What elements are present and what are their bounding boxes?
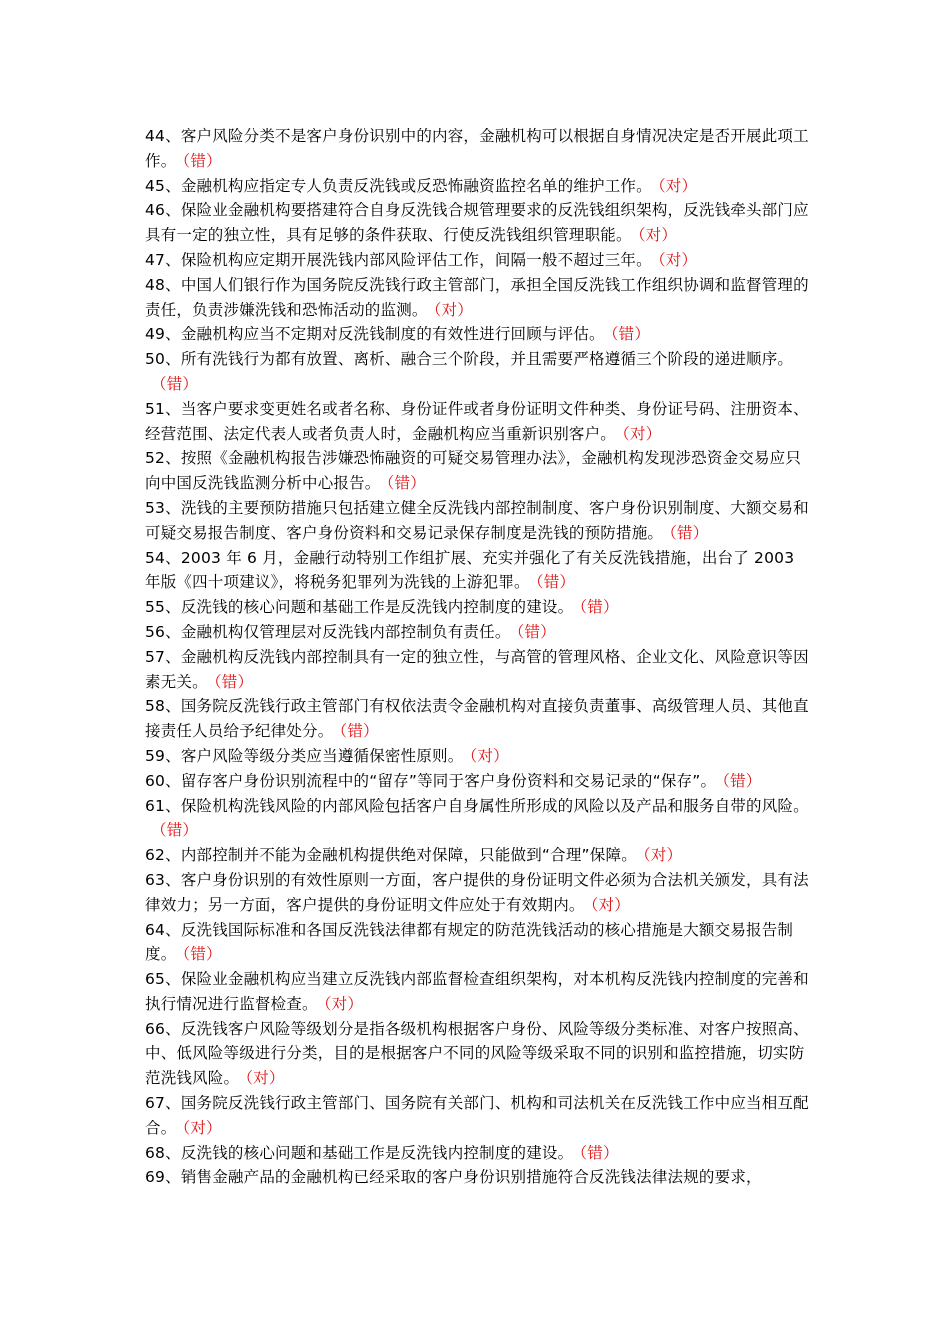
question-list xyxy=(145,124,810,1190)
question-separator: 、 xyxy=(165,920,181,939)
question-number: 61 xyxy=(145,796,166,815)
answer-mark: （对） xyxy=(323,994,364,1013)
question-separator: 、 xyxy=(165,498,181,517)
question-text: 洗钱的主要预防措施只包括建立健全反洗钱内部控制制度、客户身份识别制度、大额交易和可疑交易报告制度、客户身份资料和交易记录保存制度是洗钱的预防措施。 xyxy=(145,498,809,542)
question-number: 51 xyxy=(145,399,166,418)
question-number: 48 xyxy=(145,275,166,294)
question-text: 反洗钱国际标准和各国反洗钱法律都有规定的防范洗钱活动的核心措施是大额交易报告制度。 xyxy=(145,920,794,964)
question-item xyxy=(145,446,810,496)
question-item xyxy=(145,273,810,323)
question-separator: 、 xyxy=(165,1168,181,1187)
question-number: 57 xyxy=(145,647,166,666)
question-number: 67 xyxy=(145,1094,166,1113)
answer-mark: （对） xyxy=(433,300,473,319)
answer-mark: （对） xyxy=(245,1069,285,1088)
question-separator: 、 xyxy=(165,846,181,865)
question-number: 47 xyxy=(145,250,166,269)
answer-mark: （对） xyxy=(657,250,698,269)
question-text: 反洗钱客户风险等级划分是指各级机构根据客户身份、风险等级分类标准、对客户按照高、中、低风险等级进行分类，目的是根据客户不同的风险等级采取不同的识别和监控措施，切实防范洗钱风险。 xyxy=(145,1019,809,1088)
answer-mark: （错） xyxy=(151,374,199,393)
question-text: 金融机构应当不定期对反洗钱制度的有效性进行回顾与评估。 xyxy=(180,325,605,344)
question-text: 客户风险分类不是客户身份识别中的内容，金融机构可以根据自身情况决定是否开展此项工作。 xyxy=(145,127,809,170)
answer-mark: （错） xyxy=(610,325,651,344)
question-separator: 、 xyxy=(165,622,181,641)
answer-mark: （错） xyxy=(339,722,379,741)
answer-mark: （对） xyxy=(590,895,630,914)
question-item xyxy=(145,645,810,695)
question-item xyxy=(145,1165,810,1190)
answer-mark: （错） xyxy=(722,771,762,790)
question-item xyxy=(145,843,810,868)
question-text: 金融机构仅管理层对反洗钱内部控制负有责任。 xyxy=(180,622,511,641)
question-item xyxy=(145,347,810,397)
question-separator: 、 xyxy=(165,598,181,617)
question-item xyxy=(145,620,810,645)
question-text: 当客户要求变更姓名或者名称、身份证件或者身份证明文件种类、身份证号码、注册资本、经营范围、法定代表人或者负责人时，金融机构应当重新识别客户。 xyxy=(145,399,809,443)
question-text: 中国人们银行作为国务院反洗钱行政主管部门，承担全国反洗钱工作组织协调和监督管理的责任，负责涉嫌洗钱和恐怖活动的监测。 xyxy=(145,275,809,319)
answer-mark: （错） xyxy=(516,622,556,641)
question-separator: 、 xyxy=(165,647,181,666)
question-text: 销售金融产品的金融机构已经采取的客户身份识别措施符合反洗钱法律法规的要求， xyxy=(180,1168,762,1187)
question-item xyxy=(145,1141,810,1166)
question-item xyxy=(145,496,810,546)
question-number: 53 xyxy=(145,498,166,517)
question-item xyxy=(145,248,810,273)
question-item xyxy=(145,769,810,794)
question-separator: 、 xyxy=(165,796,181,815)
answer-mark: （对） xyxy=(657,176,698,195)
answer-mark: （错） xyxy=(669,523,709,542)
question-text: 留存客户身份识别流程中的“留存”等同于客户身份资料和交易记录的“保存”。 xyxy=(180,771,717,790)
question-separator: 、 xyxy=(165,275,181,294)
question-separator: 、 xyxy=(165,399,181,418)
question-item xyxy=(145,794,810,844)
question-text: 客户身份识别的有效性原则一方面，客户提供的身份证明文件必须为合法机关颁发，具有法律效力；另一方面，客户提供的身份证明文件应处于有效期内。 xyxy=(145,870,809,914)
question-number: 56 xyxy=(145,622,166,641)
question-item xyxy=(145,397,810,447)
question-number: 62 xyxy=(145,846,166,865)
question-number: 69 xyxy=(145,1168,166,1187)
answer-mark: （错） xyxy=(213,672,254,691)
answer-mark: （对） xyxy=(637,226,678,245)
question-text: 金融机构应指定专人负责反洗钱或反恐怖融资监控名单的维护工作。 xyxy=(180,176,652,195)
question-separator: 、 xyxy=(165,870,181,889)
question-separator: 、 xyxy=(165,970,181,989)
question-separator: 、 xyxy=(165,201,181,220)
question-separator: 、 xyxy=(165,697,181,716)
question-number: 49 xyxy=(145,325,166,344)
answer-mark: （错） xyxy=(535,573,576,592)
question-number: 54 xyxy=(145,548,166,567)
question-item xyxy=(145,868,810,918)
question-number: 44 xyxy=(145,127,166,145)
question-separator: 、 xyxy=(165,1094,181,1113)
question-item xyxy=(145,546,810,596)
answer-mark: （对） xyxy=(469,746,509,765)
question-number: 45 xyxy=(145,176,166,195)
question-item xyxy=(145,595,810,620)
question-separator: 、 xyxy=(165,250,181,269)
question-text: 国务院反洗钱行政主管部门、国务院有关部门、机构和司法机关在反洗钱工作中应当相互配合。 xyxy=(145,1094,809,1137)
question-separator: 、 xyxy=(165,325,181,344)
question-separator: 、 xyxy=(165,1019,181,1038)
question-text: 保险机构应定期开展洗钱内部风险评估工作，间隔一般不超过三年。 xyxy=(180,250,652,269)
answer-mark: （错） xyxy=(151,821,199,840)
question-text: 反洗钱的核心问题和基础工作是反洗钱内控制度的建设。 xyxy=(180,598,574,617)
question-number: 68 xyxy=(145,1143,166,1162)
question-separator: 、 xyxy=(165,350,181,369)
question-number: 52 xyxy=(145,449,166,468)
question-separator: 、 xyxy=(165,771,181,790)
question-text: 内部控制并不能为金融机构提供绝对保障，只能做到“合理”保障。 xyxy=(180,846,637,865)
question-text: 2003 年 6 月，金融行动特别工作组扩展、充实并强化了有关反洗钱措施，出台了 2003 年版《四十项建议》，将税务犯罪列为洗钱的上游犯罪。 xyxy=(145,548,795,592)
question-number: 65 xyxy=(145,970,166,989)
question-number: 55 xyxy=(145,598,166,617)
question-text: 金融机构反洗钱内部控制具有一定的独立性，与高管的管理风格、企业文化、风险意识等因素无关。 xyxy=(145,647,809,691)
answer-mark: （错） xyxy=(386,474,426,493)
question-text: 客户风险等级分类应当遵循保密性原则。 xyxy=(180,746,464,765)
question-text: 保险业金融机构要搭建符合自身反洗钱合规管理要求的反洗钱组织架构，反洗钱牵头部门应具有一定的独立性，具有足够的条件获取、行使反洗钱组织管理职能。 xyxy=(145,201,809,245)
question-item xyxy=(145,918,810,968)
question-text: 保险机构洗钱风险的内部风险包括客户自身属性所形成的风险以及产品和服务自带的风险。 xyxy=(180,796,809,815)
question-item xyxy=(145,174,810,199)
question-item xyxy=(145,322,810,347)
answer-mark: （错） xyxy=(579,1143,619,1162)
question-separator: 、 xyxy=(165,449,181,468)
answer-mark: （错） xyxy=(182,151,222,170)
question-item xyxy=(145,198,810,248)
question-separator: 、 xyxy=(165,127,181,145)
question-text: 反洗钱的核心问题和基础工作是反洗钱内控制度的建设。 xyxy=(180,1143,574,1162)
question-text: 按照《金融机构报告涉嫌恐怖融资的可疑交易管理办法》，金融机构发现涉恐资金交易应只向中国反洗钱监测分析中心报告。 xyxy=(145,449,802,493)
question-separator: 、 xyxy=(165,176,181,195)
question-text: 所有洗钱行为都有放置、离析、融合三个阶段，并且需要严格遵循三个阶段的递进顺序。 xyxy=(180,350,794,369)
question-text: 国务院反洗钱行政主管部门有权依法责令金融机构对直接负责董事、高级管理人员、其他直接责任人员给予纪律处分。 xyxy=(145,697,809,741)
question-number: 58 xyxy=(145,697,166,716)
question-item xyxy=(145,124,810,174)
answer-mark: （错） xyxy=(182,945,222,964)
question-number: 50 xyxy=(145,350,166,369)
question-item xyxy=(145,1091,810,1141)
question-number: 59 xyxy=(145,746,166,765)
question-text: 保险业金融机构应当建立反洗钱内部监督检查组织架构，对本机构反洗钱内控制度的完善和执行情况进行监督检查。 xyxy=(145,970,809,1013)
question-separator: 、 xyxy=(165,746,181,765)
question-separator: 、 xyxy=(165,548,181,567)
question-item xyxy=(145,694,810,744)
question-item xyxy=(145,967,810,1017)
answer-mark: （对） xyxy=(622,424,662,443)
question-number: 66 xyxy=(145,1019,166,1038)
answer-mark: （对） xyxy=(182,1118,222,1137)
question-number: 46 xyxy=(145,201,166,220)
question-number: 60 xyxy=(145,771,166,790)
question-item xyxy=(145,744,810,769)
answer-mark: （错） xyxy=(579,598,619,617)
question-separator: 、 xyxy=(165,1143,181,1162)
question-item xyxy=(145,1017,810,1091)
question-number: 63 xyxy=(145,870,166,889)
question-number: 64 xyxy=(145,920,166,939)
answer-mark: （对） xyxy=(642,846,683,865)
